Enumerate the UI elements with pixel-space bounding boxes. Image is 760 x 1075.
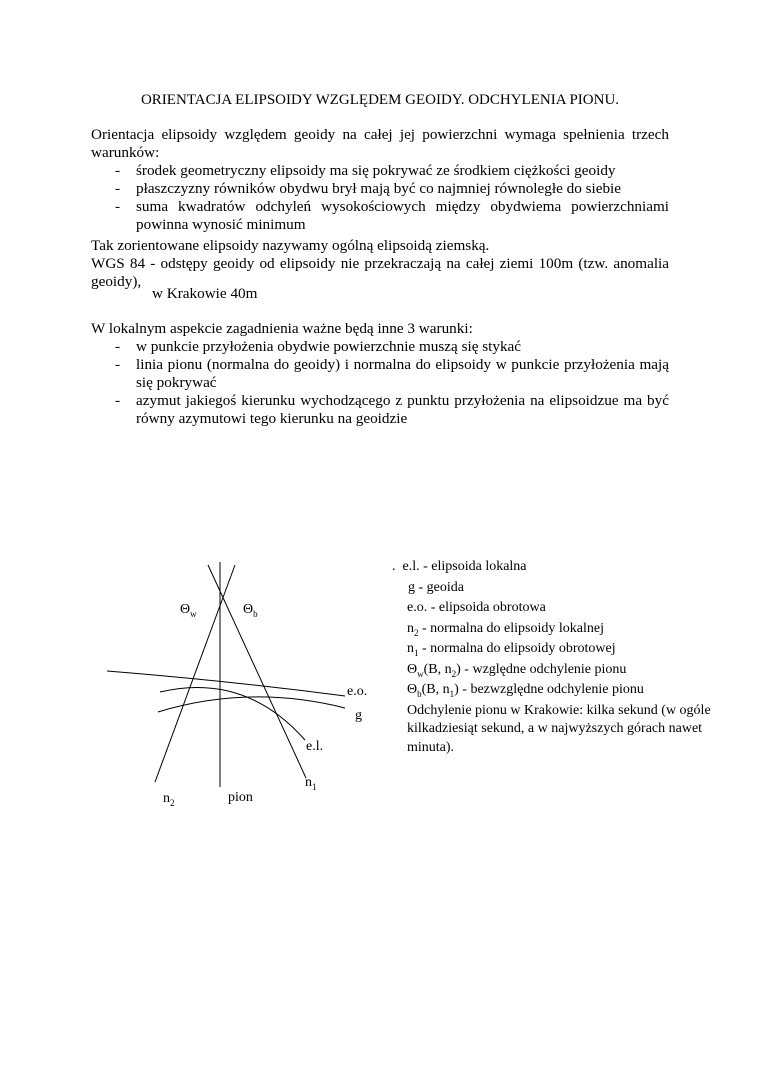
krakow-note: w Krakowie 40m: [152, 285, 258, 302]
bullet-text: azymut jakiegoś kierunku wychodzącego z punktu przyłożenia na elipsoidzue ma być równy azymutowi tego kierunku na geoidzie: [136, 392, 669, 427]
n2-label: $n_2$: [163, 791, 175, 808]
bullet-dash: -: [115, 162, 121, 179]
general-line-1: Tak zorientowane elipsoidy nazywamy ogólną elipsoidą ziemską.: [91, 237, 490, 254]
theta-w-label: $\Theta_w$: [180, 602, 197, 619]
el-curve: [160, 687, 305, 740]
krakow-deflection-note: Odchylenie pionu w Krakowie: kilka sekund (w ogóle kilkadziesiąt sekund, a w najwyższych górach nawet minuta).: [407, 702, 711, 755]
bullet-dash: -: [115, 392, 121, 409]
bullet-text: środek geometryczny elipsoidy ma się pokrywać ze środkiem ciężkości geoidy: [136, 162, 616, 179]
legend-row-n2: $n_2$ - normalna do elipsoidy lokalnej: [407, 620, 604, 638]
legend-row-el: . e.l. - elipsoida lokalna: [392, 559, 527, 574]
n1-label: $n_1$: [305, 775, 317, 792]
bullet-dash: -: [115, 356, 121, 373]
legend-row-eo: e.o. - elipsoida obrotowa: [407, 600, 546, 615]
eo-label: e.o.: [347, 684, 368, 699]
intro-paragraph: Orientacja elipsoidy względem geoidy na całej jej powierzchni wymaga spełnienia trzech warunków:: [91, 126, 669, 161]
el-label: e.l.: [306, 739, 324, 754]
bullet-text: płaszczyzny równików obydwu brył mają być co najmniej równoległe do siebie: [136, 180, 622, 197]
local-paragraph: W lokalnym aspekcie zagadnienia ważne będą inne 3 warunki:: [91, 320, 473, 337]
legend-row-theta-b: $\Theta_b(B$, $n_1$) - bezwzględne odchylenie pionu: [407, 682, 644, 699]
bullet-text: linia pionu (normalna do geoidy) i normalna do elipsoidy w punkcie przyłożenia mają się pokrywać: [136, 356, 669, 391]
legend-row-theta-w: $\Theta_w(B$, $n_2$) - względne odchylenie pionu: [407, 661, 627, 679]
bullet-dash: -: [115, 198, 121, 215]
page-title: ORIENTACJA ELIPSOIDY WZGLĘDEM GEOIDY. ODCHYLENIA PIONU.: [140, 92, 620, 108]
eo-curve: [107, 671, 345, 696]
bullet-text: w punkcie przyłożenia obydwie powierzchnie muszą się stykać: [136, 338, 522, 355]
g-label: g: [355, 708, 362, 723]
legend: [392, 558, 732, 757]
pion-label: pion: [228, 790, 253, 805]
legend-row-n1: $n_1$ - normalna do elipsoidy obrotowej: [407, 641, 616, 658]
theta-b-label: $\Theta_b$: [243, 602, 258, 619]
bullet-dash: -: [115, 338, 121, 355]
general-line-2: WGS 84 - odstępy geoidy od elipsoidy nie przekraczają na całej ziemi 100m (tzw. anomalia geoidy),: [91, 255, 669, 290]
n1-line: [208, 565, 306, 778]
bullet-text: suma kwadratów odchyleń wysokościowych między obydwiema powierzchniami powinna wynosić minimum: [136, 198, 669, 233]
legend-row-g: g - geoida: [408, 579, 464, 595]
bullet-dash: -: [115, 180, 121, 197]
